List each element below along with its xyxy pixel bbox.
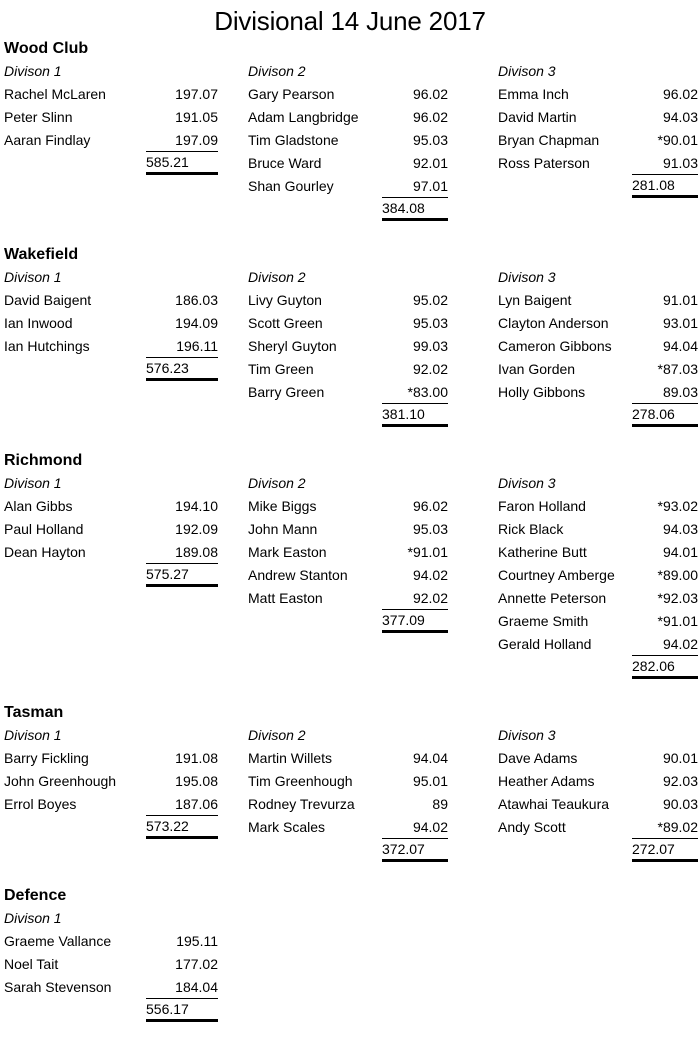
competitor-score: 196.11 <box>146 335 218 358</box>
division-label: Divison 1 <box>4 727 62 743</box>
competitor-score: 92.02 <box>412 361 448 377</box>
entry-row <box>498 793 698 816</box>
division-column-1 <box>4 472 218 587</box>
division-total: 575.27 <box>146 564 218 587</box>
division-columns <box>0 60 700 221</box>
competitor-name: Shan Gourley <box>248 178 334 194</box>
competitor-score: 99.03 <box>412 338 448 354</box>
club-block <box>0 450 700 702</box>
competitor-score: 96.02 <box>412 498 448 514</box>
division-total: 381.10 <box>382 404 448 427</box>
division-label: Divison 1 <box>4 475 62 491</box>
entry-row <box>248 587 448 610</box>
division-column-2 <box>248 472 448 633</box>
competitor-score: 186.03 <box>175 292 218 308</box>
competitor-name: Courtney Amberge <box>498 567 615 583</box>
competitor-score: 96.02 <box>412 109 448 125</box>
section-spacer <box>0 427 700 450</box>
entry-row <box>4 129 218 152</box>
entry-row <box>4 289 218 312</box>
entry-row <box>498 541 698 564</box>
division-column-1 <box>4 724 218 839</box>
division-label: Divison 2 <box>248 269 306 285</box>
entry-row <box>498 770 698 793</box>
competitor-score: 197.09 <box>146 129 218 152</box>
entry-row <box>248 770 448 793</box>
entry-row <box>498 381 698 404</box>
competitor-score: 96.02 <box>662 86 698 102</box>
competitor-name: Heather Adams <box>498 773 595 789</box>
division-column-3 <box>498 724 698 862</box>
page-title: Divisional 14 June 2017 <box>214 6 486 36</box>
division-total-row <box>248 198 448 221</box>
club-name: Wakefield <box>4 246 79 263</box>
competitor-name: Gary Pearson <box>248 86 335 102</box>
division-label: Divison 3 <box>498 475 556 491</box>
entry-row <box>4 335 218 358</box>
club-block <box>0 885 700 1045</box>
competitor-name: Aaran Findlay <box>4 132 91 148</box>
competitor-name: Alan Gibbs <box>4 498 73 514</box>
section-spacer <box>0 1022 700 1045</box>
division-total: 278.06 <box>632 404 698 427</box>
division-label: Divison 3 <box>498 269 556 285</box>
division-column-2 <box>248 724 448 862</box>
entry-row <box>4 312 218 335</box>
competitor-name: Graeme Smith <box>498 613 589 629</box>
entry-row <box>498 106 698 129</box>
division-total-row <box>498 656 698 679</box>
competitor-score: *83.00 <box>382 381 448 404</box>
competitor-score: 91.01 <box>662 292 698 308</box>
division-label: Divison 1 <box>4 269 62 285</box>
division-total-row <box>498 175 698 198</box>
competitor-name: Rodney Trevurza <box>248 796 355 812</box>
entry-row <box>498 610 698 633</box>
competitor-score: *89.02 <box>632 816 698 839</box>
club-name: Tasman <box>4 704 64 721</box>
competitor-score: 184.04 <box>146 976 218 999</box>
competitor-name: Tim Green <box>248 361 314 377</box>
entry-row <box>498 129 698 152</box>
division-columns <box>0 724 700 862</box>
competitor-score: *89.00 <box>657 567 698 583</box>
competitor-name: John Mann <box>248 521 318 537</box>
competitor-name: Dean Hayton <box>4 544 86 560</box>
competitor-score: 94.02 <box>412 567 448 583</box>
competitor-score: 94.02 <box>382 816 448 839</box>
entry-row <box>498 83 698 106</box>
competitor-score: 194.10 <box>175 498 218 514</box>
division-columns <box>0 907 700 1022</box>
competitor-name: Adam Langbridge <box>248 109 359 125</box>
division-total: 556.17 <box>146 999 218 1022</box>
entry-row <box>248 335 448 358</box>
entry-row <box>248 381 448 404</box>
division-column-3 <box>498 472 698 679</box>
competitor-score: 94.01 <box>662 544 698 560</box>
competitor-score: 94.03 <box>662 109 698 125</box>
entry-row <box>248 129 448 152</box>
division-total-row <box>498 839 698 862</box>
competitor-score: 189.08 <box>146 541 218 564</box>
competitor-name: Barry Fickling <box>4 750 89 766</box>
competitor-name: Mark Easton <box>248 544 327 560</box>
division-column-1 <box>4 266 218 381</box>
division-label: Divison 3 <box>498 63 556 79</box>
competitor-score: 94.03 <box>662 521 698 537</box>
division-total-row <box>4 358 218 381</box>
entry-row <box>498 289 698 312</box>
competitor-score: 94.04 <box>412 750 448 766</box>
entry-row <box>4 953 218 976</box>
entry-row <box>248 106 448 129</box>
competitor-score: 90.03 <box>662 796 698 812</box>
competitor-score: 92.02 <box>382 587 448 610</box>
entry-row <box>498 152 698 175</box>
competitor-score: 91.03 <box>632 152 698 175</box>
division-total: 377.09 <box>382 610 448 633</box>
competitor-score: *87.03 <box>657 361 698 377</box>
entry-row <box>248 564 448 587</box>
competitor-name: David Martin <box>498 109 577 125</box>
entry-row <box>498 312 698 335</box>
competitor-name: Tim Greenhough <box>248 773 353 789</box>
entry-row <box>498 335 698 358</box>
division-column-2 <box>248 60 448 221</box>
division-label: Divison 1 <box>4 63 62 79</box>
entry-row <box>248 793 448 816</box>
entry-row <box>248 83 448 106</box>
competitor-name: Bruce Ward <box>248 155 322 171</box>
competitor-score: 191.05 <box>175 109 218 125</box>
competitor-name: Tim Gladstone <box>248 132 339 148</box>
competitor-name: Paul Holland <box>4 521 84 537</box>
entry-row <box>248 541 448 564</box>
competitor-score: 195.08 <box>175 773 218 789</box>
entry-row <box>498 518 698 541</box>
division-total: 372.07 <box>382 839 448 862</box>
competitor-score: *93.02 <box>657 498 698 514</box>
competitor-score: 95.03 <box>412 132 448 148</box>
entry-row <box>248 747 448 770</box>
section-spacer <box>0 679 700 702</box>
division-column-2 <box>248 266 448 427</box>
competitor-name: Errol Boyes <box>4 796 77 812</box>
entry-row <box>4 793 218 816</box>
division-column-3 <box>498 60 698 198</box>
entry-row <box>4 770 218 793</box>
entry-row <box>4 106 218 129</box>
competitor-score: 94.04 <box>662 338 698 354</box>
entry-row <box>498 587 698 610</box>
competitor-name: Andy Scott <box>498 819 566 835</box>
competitor-score: 92.01 <box>412 155 448 171</box>
competitor-name: Andrew Stanton <box>248 567 348 583</box>
competitor-name: Ivan Gorden <box>498 361 576 377</box>
competitor-name: Martin Willets <box>248 750 333 766</box>
competitor-score: 95.01 <box>412 773 448 789</box>
entry-row <box>498 816 698 839</box>
entry-row <box>248 816 448 839</box>
division-total: 384.08 <box>382 198 448 221</box>
entry-row <box>4 83 218 106</box>
division-total: 573.22 <box>146 816 218 839</box>
section-spacer <box>0 862 700 885</box>
competitor-name: Cameron Gibbons <box>498 338 612 354</box>
entry-row <box>498 358 698 381</box>
division-total-row <box>4 152 218 175</box>
competitor-score: 95.03 <box>412 521 448 537</box>
competitor-name: Rick Black <box>498 521 564 537</box>
competitor-score: 93.01 <box>662 315 698 331</box>
division-total: 272.07 <box>632 839 698 862</box>
competitor-name: Lyn Baigent <box>498 292 572 308</box>
competitor-name: Emma Inch <box>498 86 569 102</box>
division-total: 282.06 <box>632 656 698 679</box>
club-name: Wood Club <box>4 40 89 57</box>
entry-row <box>248 175 448 198</box>
competitor-name: Clayton Anderson <box>498 315 609 331</box>
division-total-row <box>248 404 448 427</box>
division-label: Divison 2 <box>248 63 306 79</box>
competitor-score: 96.02 <box>412 86 448 102</box>
competitor-score: 195.11 <box>176 933 218 949</box>
clubs-container <box>0 38 700 1045</box>
competitor-name: Faron Holland <box>498 498 586 514</box>
competitor-score: 94.02 <box>632 633 698 656</box>
club-block <box>0 702 700 885</box>
division-total-row <box>498 404 698 427</box>
division-total-row <box>4 564 218 587</box>
entry-row <box>248 358 448 381</box>
competitor-score: 197.07 <box>175 86 218 102</box>
division-total: 281.08 <box>632 175 698 198</box>
competitor-name: Noel Tait <box>4 956 59 972</box>
competitor-score: 95.03 <box>412 315 448 331</box>
division-total: 576.23 <box>146 358 218 381</box>
competitor-name: Mark Scales <box>248 819 326 835</box>
competitor-name: Graeme Vallance <box>4 933 112 949</box>
division-column-1 <box>4 60 218 175</box>
competitor-name: Annette Peterson <box>498 590 607 606</box>
division-label: Divison 1 <box>4 910 62 926</box>
division-label: Divison 2 <box>248 475 306 491</box>
competitor-score: 191.08 <box>175 750 218 766</box>
competitor-score: 187.06 <box>146 793 218 816</box>
division-columns <box>0 266 700 427</box>
entry-row <box>4 495 218 518</box>
entry-row <box>248 518 448 541</box>
competitor-name: Dave Adams <box>498 750 578 766</box>
competitor-score: *91.01 <box>407 544 448 560</box>
club-name: Richmond <box>4 452 83 469</box>
division-total: 585.21 <box>146 152 218 175</box>
competitor-name: Rachel McLaren <box>4 86 106 102</box>
competitor-name: Sheryl Guyton <box>248 338 337 354</box>
club-block <box>0 244 700 450</box>
division-total-row <box>4 816 218 839</box>
entry-row <box>4 518 218 541</box>
entry-row <box>248 312 448 335</box>
competitor-name: Barry Green <box>248 384 325 400</box>
competitor-name: Matt Easton <box>248 590 323 606</box>
competitor-name: Holly Gibbons <box>498 384 586 400</box>
division-total-row <box>248 839 448 862</box>
competitor-score: 95.02 <box>412 292 448 308</box>
entry-row <box>248 152 448 175</box>
division-total-row <box>4 999 218 1022</box>
competitor-score: *92.03 <box>657 590 698 606</box>
division-columns <box>0 472 700 679</box>
competitor-score: 92.03 <box>662 773 698 789</box>
entry-row <box>4 747 218 770</box>
competitor-name: John Greenhough <box>4 773 117 789</box>
competitor-name: Scott Green <box>248 315 323 331</box>
competitor-score: 89 <box>432 796 448 812</box>
competitor-name: Peter Slinn <box>4 109 73 125</box>
entry-row <box>498 747 698 770</box>
competitor-name: Katherine Butt <box>498 544 587 560</box>
competitor-name: Ross Paterson <box>498 155 590 171</box>
club-name: Defence <box>4 887 67 904</box>
entry-row <box>4 930 218 953</box>
division-label: Divison 2 <box>248 727 306 743</box>
competitor-score: 177.02 <box>175 956 218 972</box>
entry-row <box>498 495 698 518</box>
competitor-score: 89.03 <box>632 381 698 404</box>
entry-row <box>4 541 218 564</box>
entry-row <box>4 976 218 999</box>
competitor-score: *91.01 <box>657 613 698 629</box>
club-block <box>0 38 700 244</box>
competitor-name: Bryan Chapman <box>498 132 600 148</box>
competitor-name: David Baigent <box>4 292 92 308</box>
section-spacer <box>0 221 700 244</box>
competitor-score: 192.09 <box>175 521 218 537</box>
competitor-name: Mike Biggs <box>248 498 317 514</box>
competitor-name: Ian Hutchings <box>4 338 90 354</box>
division-column-3 <box>498 266 698 427</box>
competitor-name: Livy Guyton <box>248 292 322 308</box>
division-column-1 <box>4 907 218 1022</box>
entry-row <box>248 289 448 312</box>
division-label: Divison 3 <box>498 727 556 743</box>
competitor-name: Atawhai Teaukura <box>498 796 610 812</box>
competitor-name: Sarah Stevenson <box>4 979 112 995</box>
competitor-score: *90.01 <box>657 132 698 148</box>
entry-row <box>498 633 698 656</box>
division-total-row <box>248 610 448 633</box>
entry-row <box>498 564 698 587</box>
competitor-score: 97.01 <box>382 175 448 198</box>
competitor-name: Ian Inwood <box>4 315 73 331</box>
competitor-score: 90.01 <box>662 750 698 766</box>
entry-row <box>248 495 448 518</box>
competitor-name: Gerald Holland <box>498 636 592 652</box>
competitor-score: 194.09 <box>175 315 218 331</box>
